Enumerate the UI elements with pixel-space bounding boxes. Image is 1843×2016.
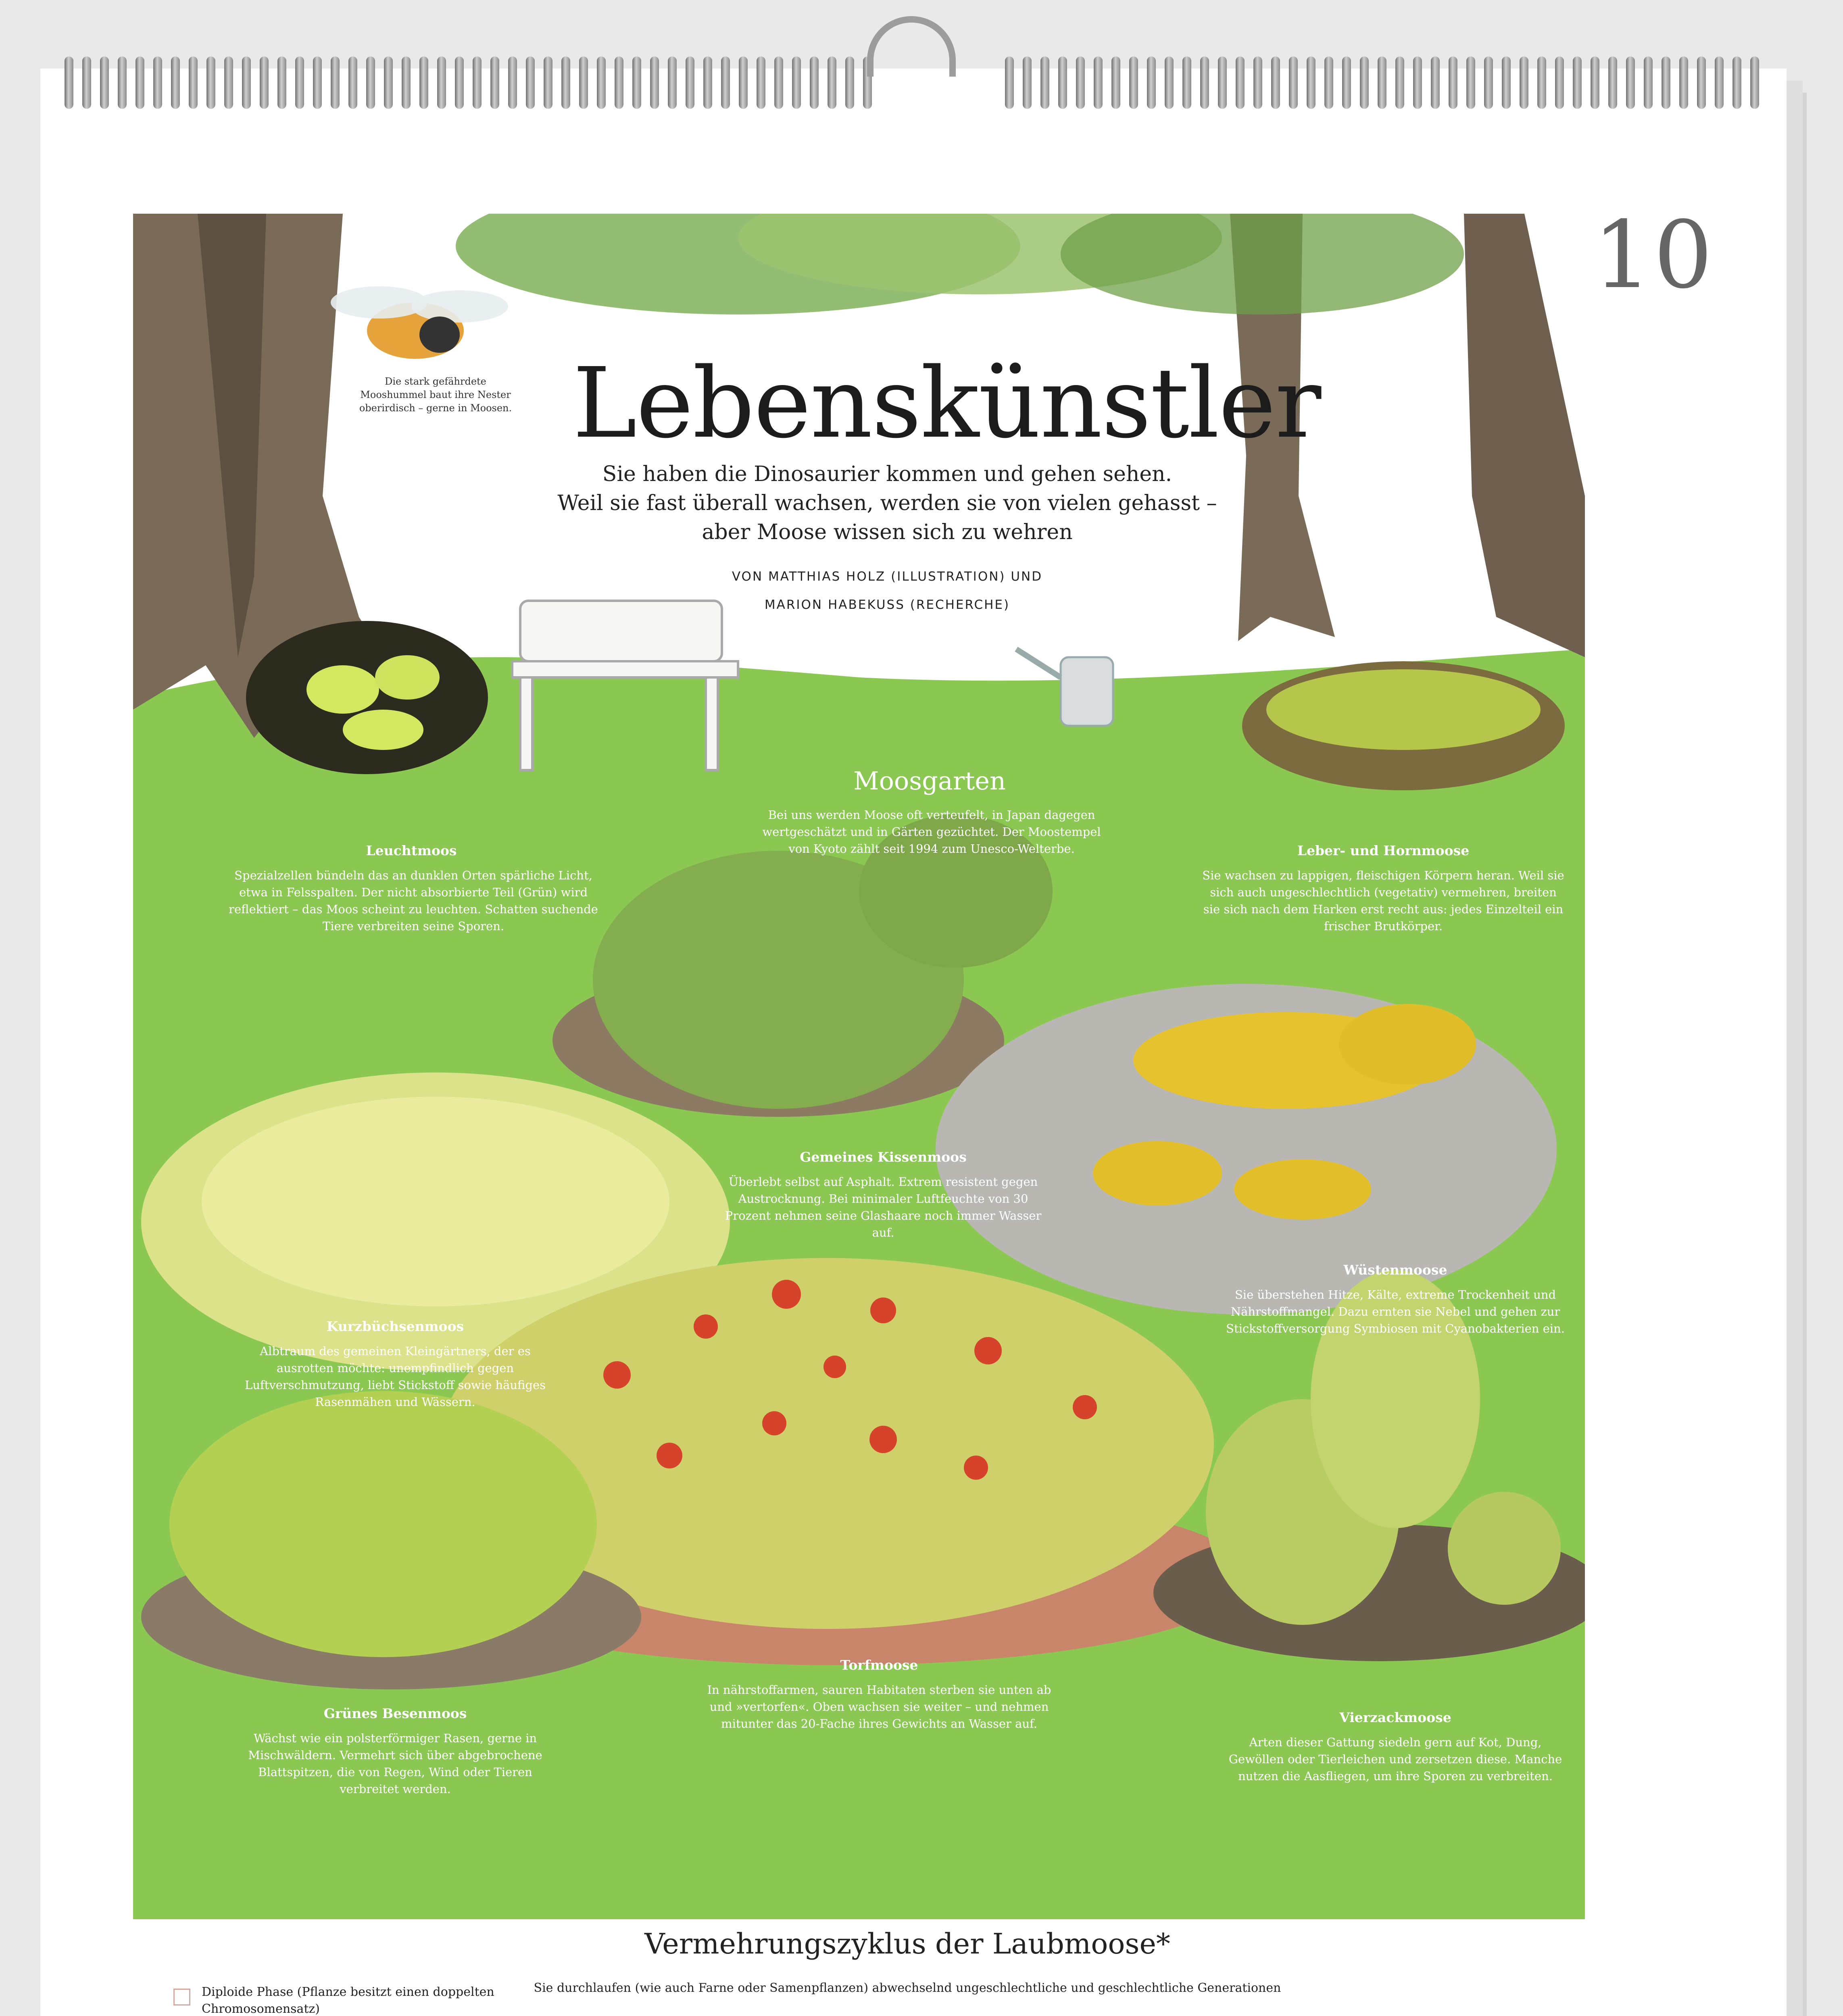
binding-ring: [100, 56, 109, 109]
binding-ring: [810, 56, 819, 109]
wuestenmoose-text: Sie überstehen Hitze, Kälte, extreme Trockenheit und Nährstoffmangel. Dazu ernten sie Nebel und gehen zur Stickstoffversorgung Symbiosen mit Cyanobakterien ein.: [1226, 1288, 1565, 1335]
binding-ring: [1324, 56, 1333, 109]
binding-ring: [1342, 56, 1351, 109]
subtitle-line-3: aber Moose wissen sich zu wehren: [702, 520, 1073, 544]
binding-ring: [189, 56, 198, 109]
binding-ring: [1253, 56, 1262, 109]
binding-ring: [313, 56, 322, 109]
kissenmoos-title: Gemeines Kissenmoos: [800, 1149, 967, 1165]
torfmoose-text: In nährstoffarmen, sauren Habitaten sterben sie unten ab und »vertorfen«. Oben wachsen sie weiter – und nehmen mitunter das 20-Fache ihres Gewichts an Wasser auf.: [707, 1683, 1051, 1731]
binding-ring: [597, 56, 606, 109]
moss-illustration: [133, 214, 1585, 1919]
binding-ring: [1094, 56, 1103, 109]
byline-line-2: MARION HABEKUSS (RECHERCHE): [764, 598, 1010, 612]
garden-text: Bei uns werden Moose oft verteufelt, in Japan dagegen wertgeschätzt und in Gärten gezüchtet. Der Moostempel von Kyoto zählt seit 1994 zum Unesco-Welterbe.: [762, 808, 1101, 856]
byline-line-1: VON MATTHIAS HOLZ (ILLUSTRATION) UND: [732, 569, 1043, 584]
subtitle-line-1: Sie haben die Dinosaurier kommen und gehen sehen.: [602, 462, 1172, 486]
leber-text: Sie wachsen zu lappigen, fleischigen Körpern heran. Weil sie sich auch ungeschlechtlich (vegetativ) vermehren, breiten sie sich nach dem Harken erst recht aus: jedes Einzelteil ein frischer Brutkörper.: [1202, 868, 1564, 933]
binding-ring: [615, 56, 623, 109]
binding-ring: [668, 56, 677, 109]
binding-ring: [1271, 56, 1280, 109]
vierzackmoose-text: Arten dieser Gattung siedeln gern auf Kot, Dung, Gewöllen oder Tierleichen und zersetzen diese. Manche nutzen die Aasfliegen, um ihre Sporen zu verbreiten.: [1228, 1735, 1562, 1783]
leuchtmoos-title: Leuchtmoos: [366, 843, 457, 858]
bee-icon: [331, 286, 508, 359]
page-title: Lebenskünstler: [573, 347, 1321, 460]
binding-ring: [331, 56, 340, 109]
binding-ring: [632, 56, 641, 109]
binding-ring: [703, 56, 712, 109]
binding-ring: [1395, 56, 1404, 109]
binding-ring: [65, 56, 73, 109]
binding-ring: [1378, 56, 1386, 109]
besenmoos: [169, 1391, 597, 1657]
binding-ring: [1484, 56, 1493, 109]
binding-ring: [739, 56, 748, 109]
binding-ring: [82, 56, 91, 109]
binding-ring: [774, 56, 783, 109]
binding-ring: [1573, 56, 1582, 109]
binding-ring: [171, 56, 180, 109]
cycle-title: Vermehrungszyklus der Laubmoose*: [644, 1927, 1170, 1960]
legend-text: Diploide Phase (Pflanze besitzt einen doppelten Chromosomensatz): [202, 1985, 494, 2016]
binding-ring: [153, 56, 162, 109]
binding-ring: [1307, 56, 1316, 109]
binding-ring: [1715, 56, 1724, 109]
legend-swatch: [173, 1989, 190, 2006]
binding-ring: [1147, 56, 1156, 109]
binding-ring: [473, 56, 482, 109]
binding-ring: [686, 56, 694, 109]
binding-ring: [455, 56, 464, 109]
binding-ring: [224, 56, 233, 109]
binding-ring: [1058, 56, 1067, 109]
bee-caption: Die stark gefährdete Mooshummel baut ihre Nester oberirdisch – gerne in Moosen.: [359, 376, 512, 414]
besenmoos-text: Wächst wie ein polsterförmiger Rasen, gerne in Mischwäldern. Vermehrt sich über abgebrochene Blattspitzen, die von Regen, Wind oder Tieren verbreitet werden.: [248, 1731, 542, 1796]
binding-ring: [1520, 56, 1528, 109]
binding-ring: [348, 56, 357, 109]
binding-ring: [1182, 56, 1191, 109]
binding-ring: [721, 56, 730, 109]
binding-ring: [1466, 56, 1475, 109]
binding-ring: [1431, 56, 1440, 109]
binding-ring: [561, 56, 570, 109]
subtitle: [484, 460, 1291, 547]
kurzbuechsenmoos-text: Albtraum des gemeinen Kleingärtners, der es ausrotten möchte: unempfindlich gegen Luftverschmutzung, liebt Stickstoff sowie häufiges Rasenmähen und Wässern.: [245, 1344, 546, 1409]
binding-ring: [419, 56, 428, 109]
binding-ring: [118, 56, 127, 109]
binding-ring: [1644, 56, 1653, 109]
binding-ring: [1679, 56, 1688, 109]
binding-ring: [1129, 56, 1138, 109]
besenmoos-title: Grünes Besenmoos: [323, 1706, 467, 1721]
binding-ring: [437, 56, 446, 109]
byline: [504, 562, 1270, 619]
vierzackmoose-title: Vierzackmoose: [1339, 1710, 1451, 1725]
binding-ring: [1165, 56, 1174, 109]
binding-ring: [1236, 56, 1245, 109]
binding-ring: [206, 56, 215, 109]
binding-ring: [1591, 56, 1599, 109]
binding-ring: [136, 56, 144, 109]
binding-ring: [1608, 56, 1617, 109]
leuchtmoos-text: Spezialzellen bündeln das an dunklen Orten spärliche Licht, etwa in Felsspalten. Der nicht absorbierte Teil (Grün) wird reflektiert – das Moos scheint zu leuchten. Schatten suchende Tiere verbreiten seine Sporen.: [229, 868, 598, 933]
binding-ring: [508, 56, 517, 109]
binding-ring: [845, 56, 854, 109]
binding-ring: [277, 56, 286, 109]
binding-ring: [1697, 56, 1706, 109]
binding-ring: [295, 56, 304, 109]
binding-ring: [490, 56, 499, 109]
binding-ring: [1200, 56, 1209, 109]
month-number: 10: [1593, 202, 1714, 309]
binding-ring: [1040, 56, 1049, 109]
cycle-subtitle: Sie durchlaufen (wie auch Farne oder Samenpflanzen) abwechselnd ungeschlechtliche und geschlechtliche Generationen: [534, 1981, 1281, 1995]
binding-ring: [1626, 56, 1635, 109]
binding-ring: [828, 56, 836, 109]
binding-ring: [1360, 56, 1369, 109]
binding-ring: [544, 56, 552, 109]
binding-ring: [366, 56, 375, 109]
binding-ring: [402, 56, 411, 109]
binding-ring: [792, 56, 801, 109]
binding-ring: [242, 56, 251, 109]
wuestenmoose-title: Wüstenmoose: [1343, 1262, 1447, 1278]
binding-ring: [1662, 56, 1670, 109]
kissenmoos-text: Überlebt selbst auf Asphalt. Extrem resistent gegen Austrocknung. Bei minimaler Luftfeuchte von 30 Prozent nehmen seine Glashaare noch immer Wasser auf.: [725, 1175, 1042, 1239]
binding-ring: [1076, 56, 1085, 109]
binding-ring: [1537, 56, 1546, 109]
binding-ring: [1289, 56, 1298, 109]
binding-ring: [1023, 56, 1032, 109]
binding-ring: [650, 56, 659, 109]
binding-ring: [1111, 56, 1120, 109]
kurzbuechsenmoos-title: Kurzbüchsenmoos: [326, 1318, 464, 1334]
binding-ring: [579, 56, 588, 109]
leber-title: Leber- und Hornmoose: [1297, 843, 1470, 858]
binding-ring: [260, 56, 269, 109]
binding-ring: [384, 56, 393, 109]
binding-ring: [1218, 56, 1227, 109]
binding-ring: [1502, 56, 1511, 109]
binding-ring: [1750, 56, 1759, 109]
binding-ring: [1413, 56, 1422, 109]
binding-ring: [1733, 56, 1741, 109]
binding-ring: [1005, 56, 1014, 109]
binding-ring: [1555, 56, 1564, 109]
torfmoose-title: Torfmoose: [840, 1657, 918, 1673]
garden-title: Moosgarten: [853, 766, 1006, 796]
binding-ring: [526, 56, 535, 109]
binding-ring: [1449, 56, 1457, 109]
binding-ring: [757, 56, 765, 109]
subtitle-line-2: Weil sie fast überall wachsen, werden sie von vielen gehasst –: [557, 491, 1217, 515]
